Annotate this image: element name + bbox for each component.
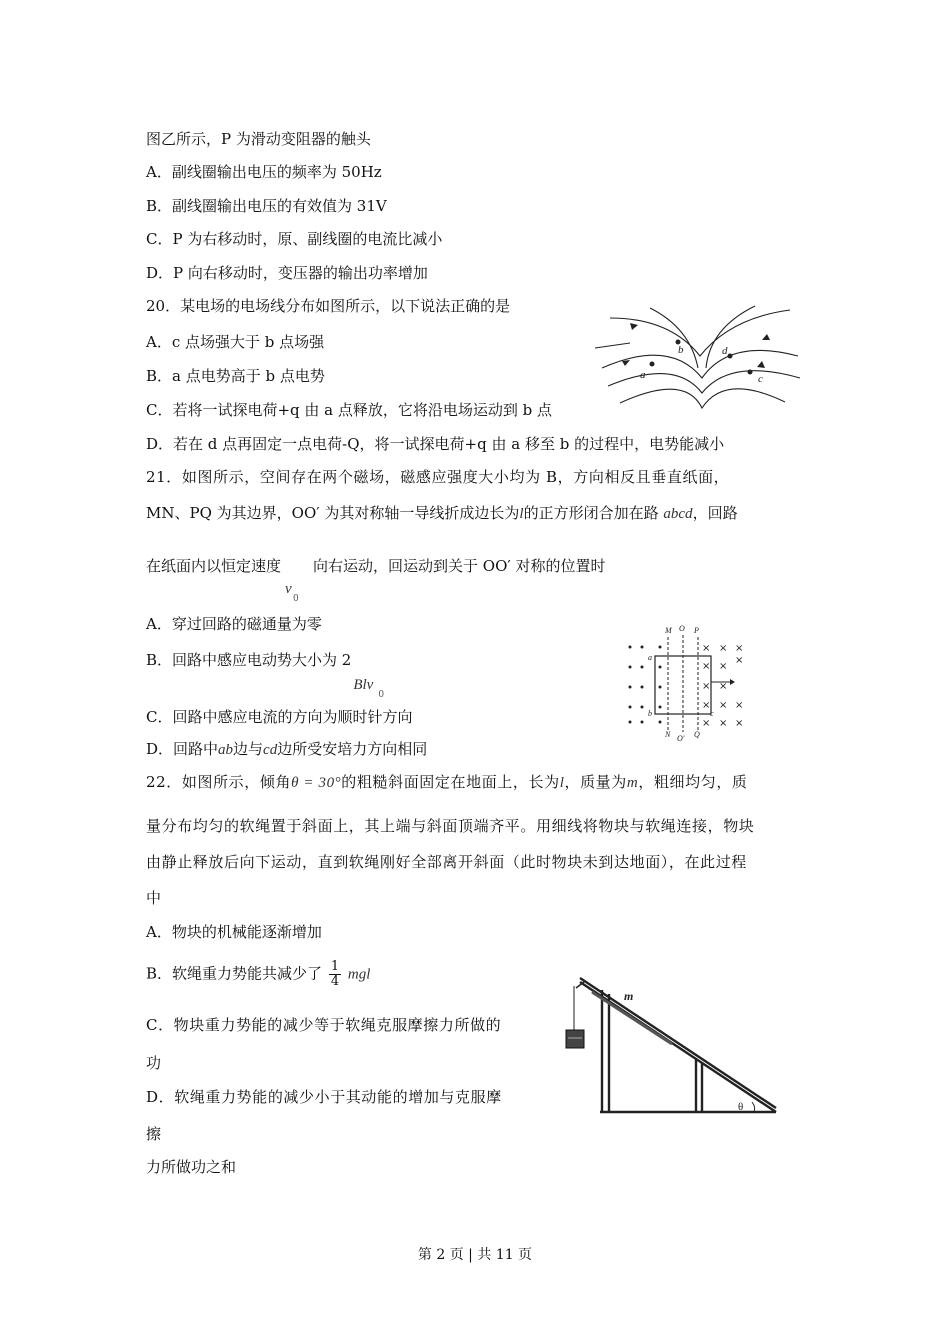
q22-stem-3: 由静止释放后向下运动，直到软绳刚好全部离开斜面（此时物块未到达地面），在此过程 [146,853,747,871]
rope-mass-label: m [624,989,634,1003]
label-c: c [710,709,714,718]
q21-option-b: B．回路中感应电动势大小为 2 Blv 0 [146,651,385,700]
q19-option-c: C．P 为右移动时，原、副线圈的电流比减小 [146,230,443,248]
q19-option-d: D．P 向右移动时，变压器的输出功率增加 [146,264,428,282]
q22-stem-2: 量分布均匀的软绳置于斜面上，其上端与斜面顶端齐平。用细线将物块与软绳连接，物块 [146,817,755,835]
q21-option-c: C．回路中感应电流的方向为顺时针方向 [146,708,413,726]
label-m: M [665,626,672,635]
svg-text:×: × [702,700,711,711]
q22-option-b: B．软绳重力势能共减少了 $\frac{1}{4}$ mgl [146,959,371,989]
electric-field-figure [590,298,810,410]
svg-text:×: × [735,718,744,729]
q20-option-d: D．若在 d 点再固定一点电荷-Q，将一试探电荷+q 由 a 移至 b 的过程中，电势能减小 [146,435,725,453]
svg-text:×: × [719,718,728,729]
q19-option-b: B．副线圈输出电压的有效值为 31V [146,197,387,215]
svg-text:×: × [702,681,711,692]
q20-option-a: A．c 点场强大于 b 点场强 [146,333,325,351]
label-p: P [694,626,699,635]
q20-stem: 20．某电场的电场线分布如图所示，以下说法正确的是 [146,297,511,315]
q22-option-a: A．物块的机械能逐渐增加 [146,923,322,941]
q22-stem-4: 中 [146,889,162,907]
q22-option-c: C．物块重力势能的减少等于软绳克服摩擦力所做的 [146,1016,502,1034]
svg-text:×: × [719,700,728,711]
q21-option-d: D．回路中ab边与cd边所受安培力方向相同 [146,740,428,758]
svg-text:×: × [719,643,728,654]
q20-option-b: B．a 点电势高于 b 点电势 [146,367,325,385]
q22-option-d-cont: 擦 [146,1125,162,1143]
q21-stem-1: 21．如图所示，空间存在两个磁场，磁感应强度大小均为 B，方向相反且垂直纸面， [146,468,730,486]
svg-text:×: × [735,700,744,711]
label-o: O [679,624,685,633]
q22-stem-1: 22．如图所示，倾角θ = 30°的粗糙斜面固定在地面上，长为l，质量为m，粗细均匀，质 [146,773,748,791]
svg-text:×: × [719,661,728,672]
magnetic-field-figure [618,622,753,744]
svg-text:×: × [702,718,711,729]
point-b-label: b [678,344,684,356]
svg-text:×: × [719,681,728,692]
svg-text:×: × [702,643,711,654]
svg-text:×: × [735,655,744,666]
label-o-prime: O′ [677,734,685,743]
point-d-label: d [722,345,728,357]
q22-option-c-cont: 功 [146,1054,162,1072]
q21-option-a: A．穿过回路的磁通量为零 [146,615,322,633]
q19-option-a: A．副线圈输出电压的频率为 50Hz [146,163,382,181]
q22-option-d: D．软绳重力势能的减少小于其动能的增加与克服摩 [146,1088,502,1106]
page-footer: 第 2 页 | 共 11 页 [417,1247,533,1263]
label-n: N [665,730,671,739]
q20-option-c: C．若将一试探电荷+q 由 a 点释放，它将沿电场运动到 b 点 [146,401,553,419]
q21-stem-2: MN、PQ 为其边界，OO′ 为其对称轴一导线折成边长为l的正方形闭合加在路 abcd，回路 [146,504,738,522]
point-a-label: a [640,369,646,381]
label-q: Q [694,730,700,739]
label-b: b [648,709,652,718]
text-line: 图乙所示，P 为滑动变阻器的触头 [146,130,371,148]
point-c-label: c [758,373,763,385]
q22-option-d-cont2: 力所做功之和 [146,1158,237,1176]
q21-stem-3: 在纸面内以恒定速度 v 0 向右运动，回运动到关于 OO′ 对称的位置时 [146,557,606,604]
incline-figure [562,972,782,1118]
fraction: $\frac{1}{4}$ [330,959,340,989]
svg-text:×: × [702,661,711,672]
angle-label: θ [738,1101,744,1113]
svg-text:×: × [735,643,744,654]
label-a: a [648,653,652,662]
